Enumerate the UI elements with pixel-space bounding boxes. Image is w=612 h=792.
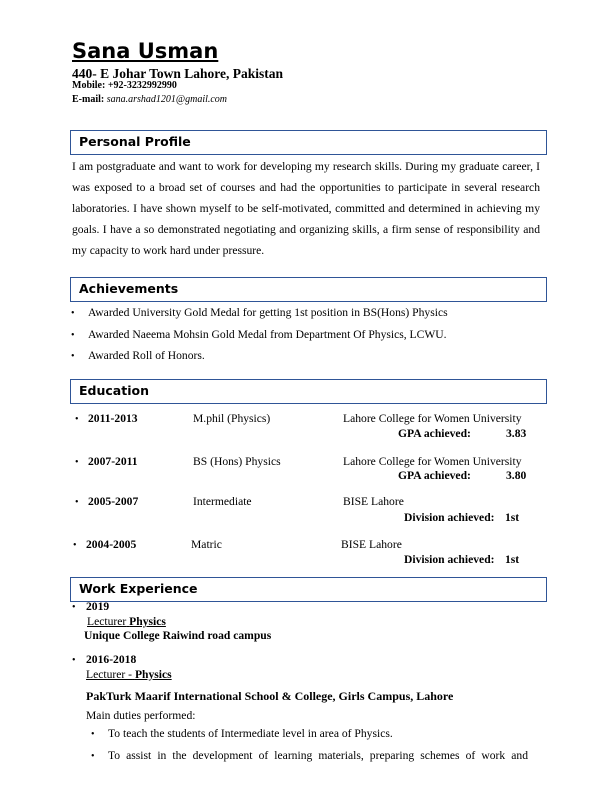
job-subject: Physics: [134, 668, 172, 681]
list-item: Awarded Roll of Honors.: [88, 349, 205, 362]
bullet-icon: •: [72, 655, 76, 666]
education-degree: M.phil (Physics): [193, 412, 271, 425]
email-line: [72, 94, 227, 105]
job-employer: Unique College Raiwind road campus: [84, 629, 272, 642]
section-title: Achievements: [79, 281, 179, 296]
result-label: GPA achieved:: [398, 469, 471, 482]
section-achievements: [70, 277, 547, 302]
result-value: 1st: [505, 553, 520, 566]
email-address[interactable]: sana.arshad1201@gmail.com: [106, 94, 228, 105]
duty-item: To assist in the development of learning materials, preparing schemes of work and: [108, 749, 528, 762]
bullet-icon: •: [75, 414, 79, 425]
bullet-icon: •: [73, 540, 77, 551]
duty-item: To teach the students of Intermediate level in area of Physics.: [108, 727, 393, 740]
education-years: 2011-2013: [88, 412, 138, 425]
section-title: Personal Profile: [79, 134, 191, 149]
education-degree: Matric: [191, 538, 222, 551]
education-institute: Lahore College for Women University: [343, 412, 522, 425]
result-value: 1st: [505, 511, 520, 524]
result-label: Division achieved:: [404, 553, 495, 566]
education-degree: Intermediate: [193, 495, 252, 508]
address: 440- E Johar Town Lahore, Pakistan: [72, 66, 284, 81]
bullet-icon: •: [71, 330, 75, 341]
list-item: Awarded Naeema Mohsin Gold Medal from Department Of Physics, LCWU.: [88, 328, 447, 341]
bullet-icon: •: [71, 308, 75, 319]
job-years: 2019: [86, 600, 110, 613]
bullet-icon: •: [91, 729, 95, 740]
bullet-icon: •: [91, 751, 95, 762]
mobile-line: [72, 80, 177, 91]
education-institute: BISE Lahore: [341, 538, 402, 551]
job-role: Lecturer: [87, 615, 127, 628]
result-value: 3.83: [506, 427, 527, 440]
education-years: 2004-2005: [86, 538, 137, 551]
job-title: [87, 615, 166, 628]
job-role: Lecturer -: [86, 668, 133, 681]
mobile-number: +92-3232992990: [107, 80, 177, 91]
section-title: Work Experience: [79, 581, 198, 596]
result-label: GPA achieved:: [398, 427, 471, 440]
bullet-icon: •: [71, 351, 75, 362]
bullet-icon: •: [72, 602, 76, 613]
result-value: 3.80: [506, 469, 527, 482]
section-personal-profile: [70, 130, 547, 155]
job-subject: Physics: [129, 615, 166, 628]
profile-text: I am postgraduate and want to work for developing my research skills. During my graduate career, I was exposed to a broad set of courses and had the opportunities to participate in several research laboratories. I have shown myself to be self-motivated, committed and determined in achieving my goals. I have a so demonstrated negotiating and organizing skills, a firm sense of responsibility and my capacity to work hard under pressure.: [72, 160, 540, 257]
education-institute: Lahore College for Women University: [343, 455, 522, 468]
job-employer: PakTurk Maarif International School & College, Girls Campus, Lahore: [86, 689, 454, 703]
education-institute: BISE Lahore: [343, 495, 404, 508]
section-work-experience: [70, 577, 547, 602]
list-item: Awarded University Gold Medal for getting 1st position in BS(Hons) Physics: [88, 306, 448, 319]
bullet-icon: •: [75, 497, 79, 508]
candidate-name: Sana Usman: [72, 39, 219, 63]
section-education: [70, 379, 547, 404]
mobile-label: Mobile:: [72, 80, 106, 91]
section-title: Education: [79, 383, 149, 398]
result-label: Division achieved:: [404, 511, 495, 524]
job-title: [86, 668, 172, 681]
email-label: E-mail:: [72, 94, 105, 105]
duties-label: Main duties performed:: [86, 709, 196, 722]
education-years: 2005-2007: [88, 495, 139, 508]
bullet-icon: •: [75, 457, 79, 468]
education-degree: BS (Hons) Physics: [193, 455, 281, 468]
education-years: 2007-2011: [88, 455, 138, 468]
job-years: 2016-2018: [86, 653, 137, 666]
